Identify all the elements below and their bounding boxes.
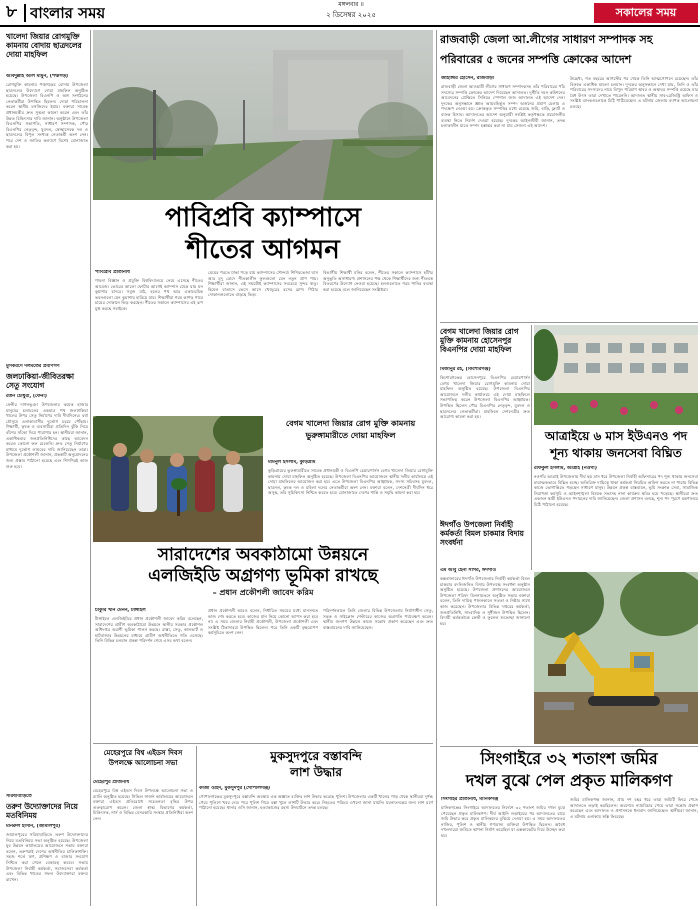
headline-line: সারাদেশের অবকাঠামো উন্নয়নে	[157, 545, 369, 565]
singair-headline	[440, 748, 698, 794]
headline: তরুণ উদ্যোক্তাদের নিয়ে মতবিনিময়	[6, 802, 78, 820]
byline: মমিনুল ইসলাম, কুড়িগ্রাম	[268, 460, 316, 465]
kicker: মুসকরণে দলমতের প্রবীণগণ	[6, 364, 60, 369]
page-number: ৮	[6, 2, 18, 22]
atrai-headline	[534, 428, 698, 464]
article-body: বিভাগীয় শিক্ষার্থী মনির বলেন, শীতের সকালে ক্যাম্পাসে হাঁটার অনুভূতি অসাধারণ। প্রশাসনের পক্ষ থেকে শিক্ষার্থীদের জন্য শীতবস্ত্র বিতরণের উদ্যোগ নেওয়া হয়েছে। হলগুলোতে গরম পানির ব্যবস্থা করা হয়েছে বলে জানিয়েছেন সংশ্লিষ্টরা।	[323, 270, 433, 292]
byline: মনিরুল হাসান, (জামালপুর)	[6, 824, 61, 829]
column-rule	[436, 30, 437, 906]
article-body: মেঘের পরতে ঢাকা পড়ে যায় ক্যাম্পাসের সৌন্দর্য। শিশিরভেজা ঘাস আর মৃদু রোদে শীতকালীন ফুলগুলো যেন নতুন প্রাণ পায়। শিক্ষার্থীরা জানান, এই সময়টাই ক্যাম্পাসের সবচেয়ে সুন্দর ঋতু। হিমেল বাতাসে ভেসে আসে খেজুরের রসের ঘ্রাণ। পিঠার দোকানগুলোতে বাড়ছে ভিড়।	[208, 270, 318, 298]
headline-line: শূন্য থাকায় জনসেবা বিঘ্নিত	[550, 446, 682, 460]
byline: মিজানুর রহ, (কিশোরগঞ্জ)	[440, 367, 491, 372]
byline: রফিকুল ইসলাম, আত্রাই (নওগাঁ)	[534, 466, 597, 471]
headline-line: রাজবাড়ী জেলা আ.লীগের সাধারণ সম্পাদক সহ	[440, 33, 653, 46]
article-body: পরিদর্শনকালে তিনি জেলার বিভিন্ন উপজেলায় নির্মাণাধীন সেতু, সড়ক ও সাইক্লোন শেল্টারের কাজের অগ্রগতি পর্যবেক্ষণ করেন। স্থানীয় জনগণ উন্নয়ন কাজে সন্তোষ প্রকাশ করেছেন এবং দ্রুত বাস্তবায়নের দাবি জানিয়েছেন।	[323, 608, 433, 630]
byline: সিংগাইর প্রতিনিধি, মানিকগঞ্জ	[441, 797, 499, 802]
rajbari-headline	[440, 30, 698, 74]
article-body: কিশোরগঞ্জের হোসেনপুরে বিএনপির চেয়ারপার্সন বেগম খালেদা জিয়ার রোগমুক্তি কামনায় দোয়া মাহফিল অনুষ্ঠিত হয়েছে। উপজেলা বিএনপির আয়োজনে দলীয় কার্যালয়ে এই দোয়া মাহফিলে সভাপতিত্ব করেন উপজেলা বিএনপির আহ্বায়ক। উপস্থিত ছিলেন পৌর বিএনপির নেতৃবৃন্দ, যুবদল ও ছাত্রদলের নেতাকর্মীরা। মাহফিলে দেশনেত্রীর দ্রুত আরোগ্য কামনা করা হয়।	[440, 375, 530, 420]
article-body: কুড়িগ্রামের ভুরুঙ্গামারীতে সাবেক প্রধানমন্ত্রী ও বিএনপি চেয়ারপার্সন বেগম খালেদা জিয়ার রোগমুক্তি কামনায় দোয়া মাহফিল অনুষ্ঠিত হয়েছে। উপজেলা বিএনপির আয়োজনে স্থানীয় দলীয় কার্যালয়ে এই দোয়া মাহফিলের আয়োজন করা হয়। এতে উপজেলা বিএনপির আহ্বায়ক, সদস্য সচিবসহ যুবদল, ছাত্রদল, কৃষক দল ও মহিলা দলের নেতাকর্মীরা অংশ নেন। বক্তারা বলেন, দেশনেত্রী দীর্ঘদিন ধরে অসুস্থ, তাঁর সুচিকিৎসা নিশ্চিত করতে হবে। মোনাজাতে দেশের শান্তি ও সমৃদ্ধি কামনা করা হয়।	[268, 468, 433, 496]
byline: পাবিপ্রবি প্রতিনিধি	[95, 270, 130, 275]
headline: জলঢাকিয়া-জীবিতরক্ষা সেতু সংযোগ	[6, 372, 74, 390]
byline: রতন চৌধুরী, (ফেনী)	[6, 394, 47, 399]
masthead	[0, 0, 700, 28]
bhurungamari-headline: বেগম খালেদা জিয়ার রোগ মুক্তি কামনায় ভুরুঙ্গামারীতে দোয়া মাহফিল	[285, 419, 416, 440]
article-body: প্রধান প্রকৌশলী আরও বলেন, নির্ধারিত সময়ের মধ্যে মানসম্মত কাজ শেষ করতে হবে। কাজের মান নিয়ে কোনো আপস করা হবে না। এ সময় জেলার নির্বাহী প্রকৌশলী, উপজেলা প্রকৌশলী এবং সংশ্লিষ্ট ঠিকাদাররা উপস্থিত ছিলেন। পরে তিনি একটি বৃক্ষরোপণ কর্মসূচিতে অংশ নেন।	[208, 608, 318, 636]
section-rule	[440, 322, 698, 323]
article-body: পাবনা বিজ্ঞান ও প্রযুক্তি বিশ্ববিদ্যালয়ে নেমে এসেছে শীতের আমেজ। ভোরের আলো ফোটার আগেই ক্যাম্পাস ঢেকে যায় ঘন কুয়াশার চাদরে। সবুজ মাঠ, হলের পথ আর একাডেমিক ভবনগুলো যেন কুয়াশায় হারিয়ে যায়। শিক্ষার্থীরা গরম কাপড় গায়ে চায়ের দোকানে ভিড় করছেন। শীতের সকালে ক্যাম্পাসের এই রূপ মুগ্ধ করছে সবাইকে।	[95, 278, 203, 311]
headline: বেগম খালেদা জিয়ার রোগ মুক্তি কামনায় হোসেনপুর বিএনপির দোয়া মাহফিল	[440, 327, 519, 354]
masthead-day: মঙ্গলবার ॥	[338, 1, 364, 8]
byline: আবদুল্লাহ আল মামুন, (পঞ্চগড়)	[6, 74, 69, 79]
article-body: মেহেরপুরে বিশ্ব এইডস দিবস উপলক্ষে আলোচনা সভা ও র‍্যালি অনুষ্ঠিত হয়েছে। সিভিল সার্জন কার্যালয়ের আয়োজনে বক্তারা এইডস প্রতিরোধে সচেতনতা বৃদ্ধির উপর গুরুত্বারোপ করেন। জেলা স্বাস্থ্য বিভাগের কর্মকর্তা, চিকিৎসক, নার্স ও বিভিন্ন বেসরকারি সংস্থার প্রতিনিধিরা অংশ নেন।	[93, 788, 193, 821]
ido-story	[440, 518, 530, 743]
feature-headline	[93, 202, 433, 268]
headline	[199, 748, 433, 784]
headline-line: দখল বুঝে পেল প্রকৃত মালিকগণ	[465, 771, 673, 790]
paper-name: বাংলার সময়	[30, 4, 106, 22]
tree-planting-photo	[93, 416, 263, 542]
article-body: কক্সবাজারের ঈদগাঁও উপজেলার নির্বাহী কর্মকর্তা বিমল চাকমার বদলিজনিত বিদায় উপলক্ষে সংবর্ধনা অনুষ্ঠান অনুষ্ঠিত হয়েছে। উপজেলা প্রশাসনের আয়োজনে উপজেলা পরিষদ মিলনায়তনে অনুষ্ঠিত সভায় বক্তারা বলেন, তিনি দায়িত্ব পালনকালে সততা ও নিষ্ঠার সাথে কাজ করেছেন। উপজেলার বিভিন্ন দপ্তরের কর্মকর্তা, জনপ্রতিনিধি, সাংবাদিক ও সুধীজন উপস্থিত ছিলেন। বিদায়ী কর্মকর্তাকে ক্রেস্ট ও ফুলেল শুভেচ্ছা জানানো হয়।	[440, 576, 530, 626]
article-body: জমির মালিকপক্ষ জানান, প্রায় দশ বছর ধরে তারা জমিটি ফিরে পেতে আদালতে লড়াই করছিলেন। অবশেষে ন্যায়বিচার পেয়ে তারা সন্তোষ প্রকাশ করেছেন এবং আদালত ও প্রশাসনকে ধন্যবাদ জানিয়েছেন। স্থানীয়রা জানান, এ ঘটনায় এলাকায় স্বস্তি ফিরেছে।	[570, 797, 698, 819]
article-body: নওগাঁর আত্রাই উপজেলায় দীর্ঘ ছয় মাস ধরে উপজেলা নির্বাহী অফিসারের পদ শূন্য থাকায় জনসেবা মারাত্মকভাবে বিঘ্নিত হচ্ছে। অতিরিক্ত দায়িত্বে থাকা কর্মকর্তা নিয়মিত অফিস করতে না পারায় বিভিন্ন কাজে ভোগান্তিতে পড়ছেন সাধারণ মানুষ। উন্নয়ন প্রকল্প বাস্তবায়ন, ভূমি সংক্রান্ত সেবা, সামাজিক নিরাপত্তা কর্মসূচি ও আইনশৃঙ্খলা বিষয়ক সভাসহ নানা কার্যক্রম স্থবির হয়ে পড়েছে। স্থানীয়রা দ্রুত একজন স্থায়ী ইউএনও পদায়নের দাবি জানিয়েছেন। জেলা প্রশাসন বলছে, শূন্য পদ পূরণে মন্ত্রণালয়ে চিঠি পাঠানো হয়েছে।	[534, 474, 698, 507]
byline: জাহাঙ্গীর হোসেন, রাজবাড়ী	[441, 76, 494, 81]
section-rule	[93, 743, 433, 744]
headline-line: সিংগাইরে ৩২ শতাংশ জমির	[480, 749, 658, 768]
column-rule	[196, 746, 197, 906]
byline: কাজী ওহিদ, মুকসুদপুর (গোপালগঞ্জ)	[199, 786, 271, 791]
office-building-photo	[534, 325, 698, 425]
headline-line: এলজিইডি অগ্রগণ্য ভূমিকা রাখছে	[148, 566, 378, 586]
masthead-date: ২ ডিসেম্বর ২০২৫	[326, 11, 376, 19]
article-body: টাঙ্গাইলে এলজিইডির প্রধান প্রকৌশলী জাবেদ করিম বলেছেন, সারাদেশের গ্রামীণ অবকাঠামো উন্নয়নে স্থানীয় সরকার প্রকৌশল অধিদপ্তর অগ্রণী ভূমিকা পালন করছে। রাস্তা, সেতু, কালভার্ট ও হাটবাজার উন্নয়নের মাধ্যমে গ্রামীণ অর্থনীতিতে গতি এসেছে। তিনি বিভিন্ন চলমান প্রকল্প পরিদর্শন শেষে এসব কথা বলেন।	[95, 616, 203, 644]
headline-line: মুকসুদপুরে বস্তাবন্দি	[270, 749, 362, 763]
brand-logo: সকালের সময়	[594, 3, 698, 23]
excavator-photo	[534, 572, 698, 744]
article-body: রাজবাড়ী জেলা আওয়ামী লীগের সাধারণ সম্পাদকসহ তাঁর পরিবারের পাঁচ সদস্যের সম্পত্তি ক্রোকের আদেশ দিয়েছেন আদালত। দুর্নীতি দমন কমিশনের আবেদনের প্রেক্ষিতে সিনিয়র স্পেশাল জজ আদালত এই আদেশ দেন। দুদকের অনুসন্ধানে জ্ঞাত আয়বহির্ভূত সম্পদ অর্জনের প্রমাণ মেলায় এ পদক্ষেপ নেওয়া হয়। ক্রোককৃত সম্পত্তির মধ্যে রয়েছে জমি, বাড়ি, ফ্ল্যাট ও ব্যাংক হিসাব। আদালতের আদেশ অনুযায়ী সংশ্লিষ্ট কর্তৃপক্ষকে প্রয়োজনীয় ব্যবস্থা নিতে নির্দেশ দেওয়া হয়েছে। দুদকের আইনজীবী জানান, তদন্ত চলাকালীন যাতে সম্পদ হস্তান্তর করা না যায় সেজন্য এই আদেশ।	[441, 84, 565, 129]
meherpur-story	[93, 746, 193, 906]
hosenpur-story	[440, 325, 530, 515]
headline-line: পরিবারের ৫ জনের সম্পত্তি ক্রোকের আদেশ	[440, 53, 632, 66]
subhead: – প্রধান প্রকৌশলী জাবেদ করিম	[212, 588, 314, 597]
masthead-divider	[24, 4, 26, 22]
article-body: উল্লেখ্য, গত বছরের আগস্টের পর থেকে তিনি আত্মগোপনে রয়েছেন। তাঁর বিরুদ্ধে একাধিক মামলা চলমান। দুদকের অনুসন্ধানে দেখা যায়, তিনি ও তাঁর পরিবারের সদস্যদের নামে বিপুল পরিমাণ স্থাবর ও অস্থাবর সম্পত্তি রয়েছে যার বৈধ উৎস তারা দেখাতে পারেননি। আদালত স্থানীয় সাব-রেজিস্ট্রি অফিস ও সংশ্লিষ্ট ব্যাংকগুলোকে চিঠি পাঠিয়েছেন। এ ঘটনায় জেলায় ব্যাপক আলোচনা চলছে।	[570, 76, 698, 109]
byline: চাকুরি খান মেনন, টাঙ্গাইল	[95, 608, 146, 613]
article-body: ফেনীর দাগনভূঞা উপজেলার কয়েক হাজার মানুষের চলাচলের একমাত্র পথ জলঢাকিয়া খালের উপর সেতু নির্মাণের দাবি দীর্ঘদিনের। বর্ষা মৌসুমে এলাকাবাসীর দুর্ভোগ চরমে পৌঁছায়। শিক্ষার্থী, কৃষক ও ব্যবসায়ীরা প্রতিদিন ঝুঁকি নিয়ে বাঁশের সাঁকো দিয়ে পারাপার হন। স্থানীয়রা জানান, একাধিকবার জনপ্রতিনিধিদের কাছে আবেদন করেও কোনো ফল মেলেনি। দ্রুত সেতু নির্মাণের মাধ্যমে দুর্ভোগ লাঘবের দাবি জানিয়েছেন তারা। উপজেলা প্রকৌশলী জানান, প্রকল্পটি অনুমোদনের জন্য প্রস্তাব পাঠানো হয়েছে এবং শিগগিরই কাজ শুরু হবে।	[6, 402, 88, 469]
headline-line: লাশ উদ্ধার	[290, 765, 342, 779]
left-column	[4, 30, 88, 906]
mukshudpur-story	[199, 746, 433, 906]
kicker: সরিষাবাড়িতে	[6, 794, 32, 799]
column-rule	[90, 30, 91, 906]
article-body: জামালপুরের সরিষাবাড়িতে তরুণ উদ্যোক্তাদের নিয়ে মতবিনিময় সভা অনুষ্ঠিত হয়েছে। উপজেলা যুব উন্নয়ন কার্যালয়ের আয়োজনে সভায় বক্তারা বলেন, তরুণরাই দেশের অর্থনীতির চালিকাশক্তি। সহজ শর্তে ঋণ, প্রশিক্ষণ ও বাজার সংযোগ নিশ্চিত করা গেলে বেকারত্ব কমবে। সভায় উপজেলা নির্বাহী কর্মকর্তা, সমাজসেবা কর্মকর্তা এবং বিভিন্ন খাতের সফল উদ্যোক্তারা বক্তব্য রাখেন।	[6, 832, 88, 882]
headline-line: আত্রাইয়ে ৬ মাস ইউএনও পদ	[544, 429, 688, 443]
headline: মেহেরপুরে বিশ্ব এইডস দিবস উপলক্ষে আলোচনা সভা	[103, 749, 183, 767]
campus-fog-photo	[93, 30, 433, 200]
article-body: রোগমুক্তি কামনায় পঞ্চগড়ের বোদায় উপজেলা ছাত্রদলের উদ্যোগে দোয়া মাহফিল অনুষ্ঠিত হয়েছে। উপজেলা বিএনপি ও অঙ্গ সংগঠনের নেতাকর্মীরা উপস্থিত ছিলেন। দোয়া পরিচালনা করেন স্থানীয় মসজিদের ইমাম। বক্তারা সাবেক প্রধানমন্ত্রীর দ্রুত সুস্থতা কামনা করেন এবং তাঁর উন্নত চিকিৎসার দাবি জানান। অনুষ্ঠানে উপজেলা বিএনপির সভাপতি, সাধারণ সম্পাদক, পৌর বিএনপির নেতৃবৃন্দ, যুবদল, স্বেচ্ছাসেবক দল ও ছাত্রদলের বিপুল সংখ্যক নেতাকর্মী অংশ নেন। পরে দেশ ও জাতির কল্যাণে বিশেষ মোনাজাত করা হয়।	[6, 82, 88, 149]
article-body: মানিকগঞ্জের সিংগাইরে আদালতের নির্দেশে ৩২ শতাংশ জমির দখল বুঝে পেয়েছেন প্রকৃত মালিকগণ। দীর্ঘ আইনি লড়াইয়ের পর আদালতের রায়ে জমি উদ্ধার করে প্রকৃত মালিকদের বুঝিয়ে দেওয়া হয়। এ সময় আদালতের নাজির, পুলিশ ও স্থানীয় গণ্যমান্য ব্যক্তিরা উপস্থিত ছিলেন। অবৈধ দখলদাররা জমিতে স্থাপনা নির্মাণ করেছিল যা এক্সকাভেটর দিয়ে উচ্ছেদ করা হয়।	[441, 805, 565, 838]
headline: খালেদা জিয়ার রোগমুক্তি কামনায় বোদায় ছাত্রদলের দোয়া মাহফিল	[6, 32, 82, 59]
masthead-rule	[0, 25, 700, 27]
headline: ঈদগাঁও উপজেলা নির্বাহী কর্মকর্তা বিমল চাকমার বিদায় সংবর্ধনা	[440, 520, 524, 547]
headline-line: শীতের আগমন	[186, 235, 340, 265]
article-body: গোপালগঞ্জের মুকসুদপুরে বস্তাবন্দি অবস্থায় এক অজ্ঞাত ব্যক্তির লাশ উদ্ধার করেছে পুলিশ। উপজেলার একটি খালের পাড় থেকে স্থানীয়রা দুর্গন্ধ পেয়ে পুলিশে খবর দেয়। পরে পুলিশ গিয়ে বস্তা খুলে লাশটি উদ্ধার করে। নিহতের পরিচয় এখনো জানা যায়নি। ময়নাতদন্তের জন্য লাশ মর্গে পাঠানো হয়েছে। থানার ওসি জানান, হত্যাকাণ্ডের রহস্য উদঘাটনে তদন্ত চলছে।	[199, 794, 433, 811]
section-rule	[440, 746, 698, 747]
column-rule	[531, 325, 532, 570]
byline: মেহেরপুর প্রতিনিধি	[93, 780, 130, 785]
byline: এম আবু হেনা সাগর, ঈদগাঁও	[440, 568, 496, 573]
headline-line: পাবিপ্রবি ক্যাম্পাসে	[164, 203, 362, 233]
